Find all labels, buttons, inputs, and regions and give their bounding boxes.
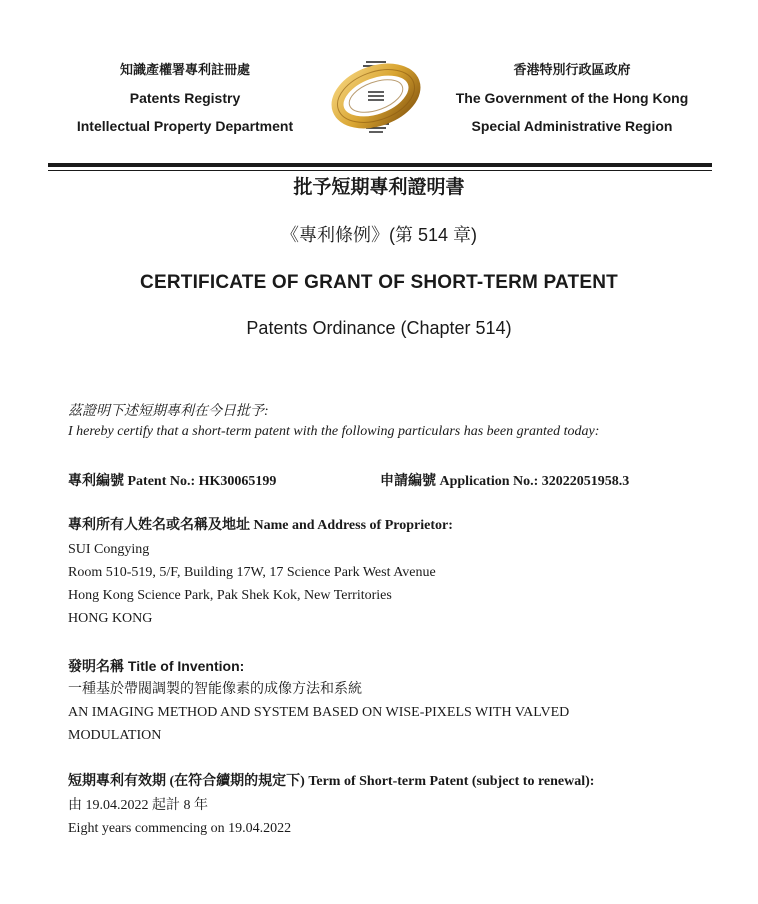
invention-label <box>68 654 569 678</box>
invention-title-en: AN IMAGING METHOD AND SYSTEM BASED ON WISE-PIXELS WITH VALVED <box>68 705 570 720</box>
proprietor-name: SUI Congying <box>68 542 150 557</box>
header-right <box>422 56 722 140</box>
proprietor-address-line: Room 510-519, 5/F, Building 17W, 17 Science Park West Avenue <box>68 565 436 580</box>
patent-number-field <box>68 470 276 490</box>
hksar-ipd-gold-ring-logo <box>326 54 426 138</box>
application-number-value: 32022051958.3 <box>541 474 630 489</box>
term-value-zh: 由 19.04.2022 起計 8 年 <box>68 798 208 813</box>
term-label: 短期專利有效期 (在符合續期的規定下) Term of Short-term Patent (subject to renewal): <box>68 774 595 789</box>
invention-title-zh: 一種基於帶閥調製的智能像素的成像方法和系統 <box>68 682 362 697</box>
certify-statement-en: I hereby certify that a short-term patent with the following particulars has been granted today: <box>68 424 600 439</box>
proprietor-address-line: HONG KONG <box>68 611 153 626</box>
government-name-line2: Special Administrative Region <box>471 118 673 134</box>
header-left <box>35 56 335 140</box>
government-name-zh: 香港特別行政區政府 <box>513 62 631 77</box>
certificate-title-zh: 批予短期專利證明書 <box>293 177 465 198</box>
header-divider-thick <box>48 163 712 167</box>
department-name: Intellectual Property Department <box>76 118 294 134</box>
proprietor-label: 專利所有人姓名或名稱及地址 Name and Address of Proprietor: <box>68 518 453 533</box>
header-divider-thin <box>48 170 712 171</box>
application-number-field <box>380 470 629 490</box>
proprietor-section <box>68 514 453 630</box>
certificate-title-en: CERTIFICATE OF GRANT OF SHORT-TERM PATENT <box>140 272 618 293</box>
proprietor-address-line: Hong Kong Science Park, Pak Shek Kok, New Territories <box>68 588 392 603</box>
registry-name: Patents Registry <box>129 90 241 106</box>
government-name-line1: The Government of the Hong Kong <box>455 90 689 106</box>
patent-number-label: 專利編號 Patent No.: <box>68 474 196 489</box>
term-value-en: Eight years commencing on 19.04.2022 <box>68 821 292 836</box>
invention-section <box>68 654 569 747</box>
ordinance-zh: 《專利條例》(第 514 章) <box>280 225 478 245</box>
term-section <box>68 770 594 840</box>
patent-number-value: HK30065199 <box>198 474 277 489</box>
certify-statement-zh: 茲證明下述短期專利在今日批予: <box>68 404 269 419</box>
ordinance-en: Patents Ordinance (Chapter 514) <box>246 318 512 338</box>
invention-title-en-cont: MODULATION <box>68 728 162 743</box>
department-name-zh: 知識產權署專利註冊處 <box>119 62 250 77</box>
application-number-label: 申請編號 Application No.: <box>380 474 539 489</box>
invention-label-text: 發明名稱 Title of Invention: <box>68 658 245 674</box>
